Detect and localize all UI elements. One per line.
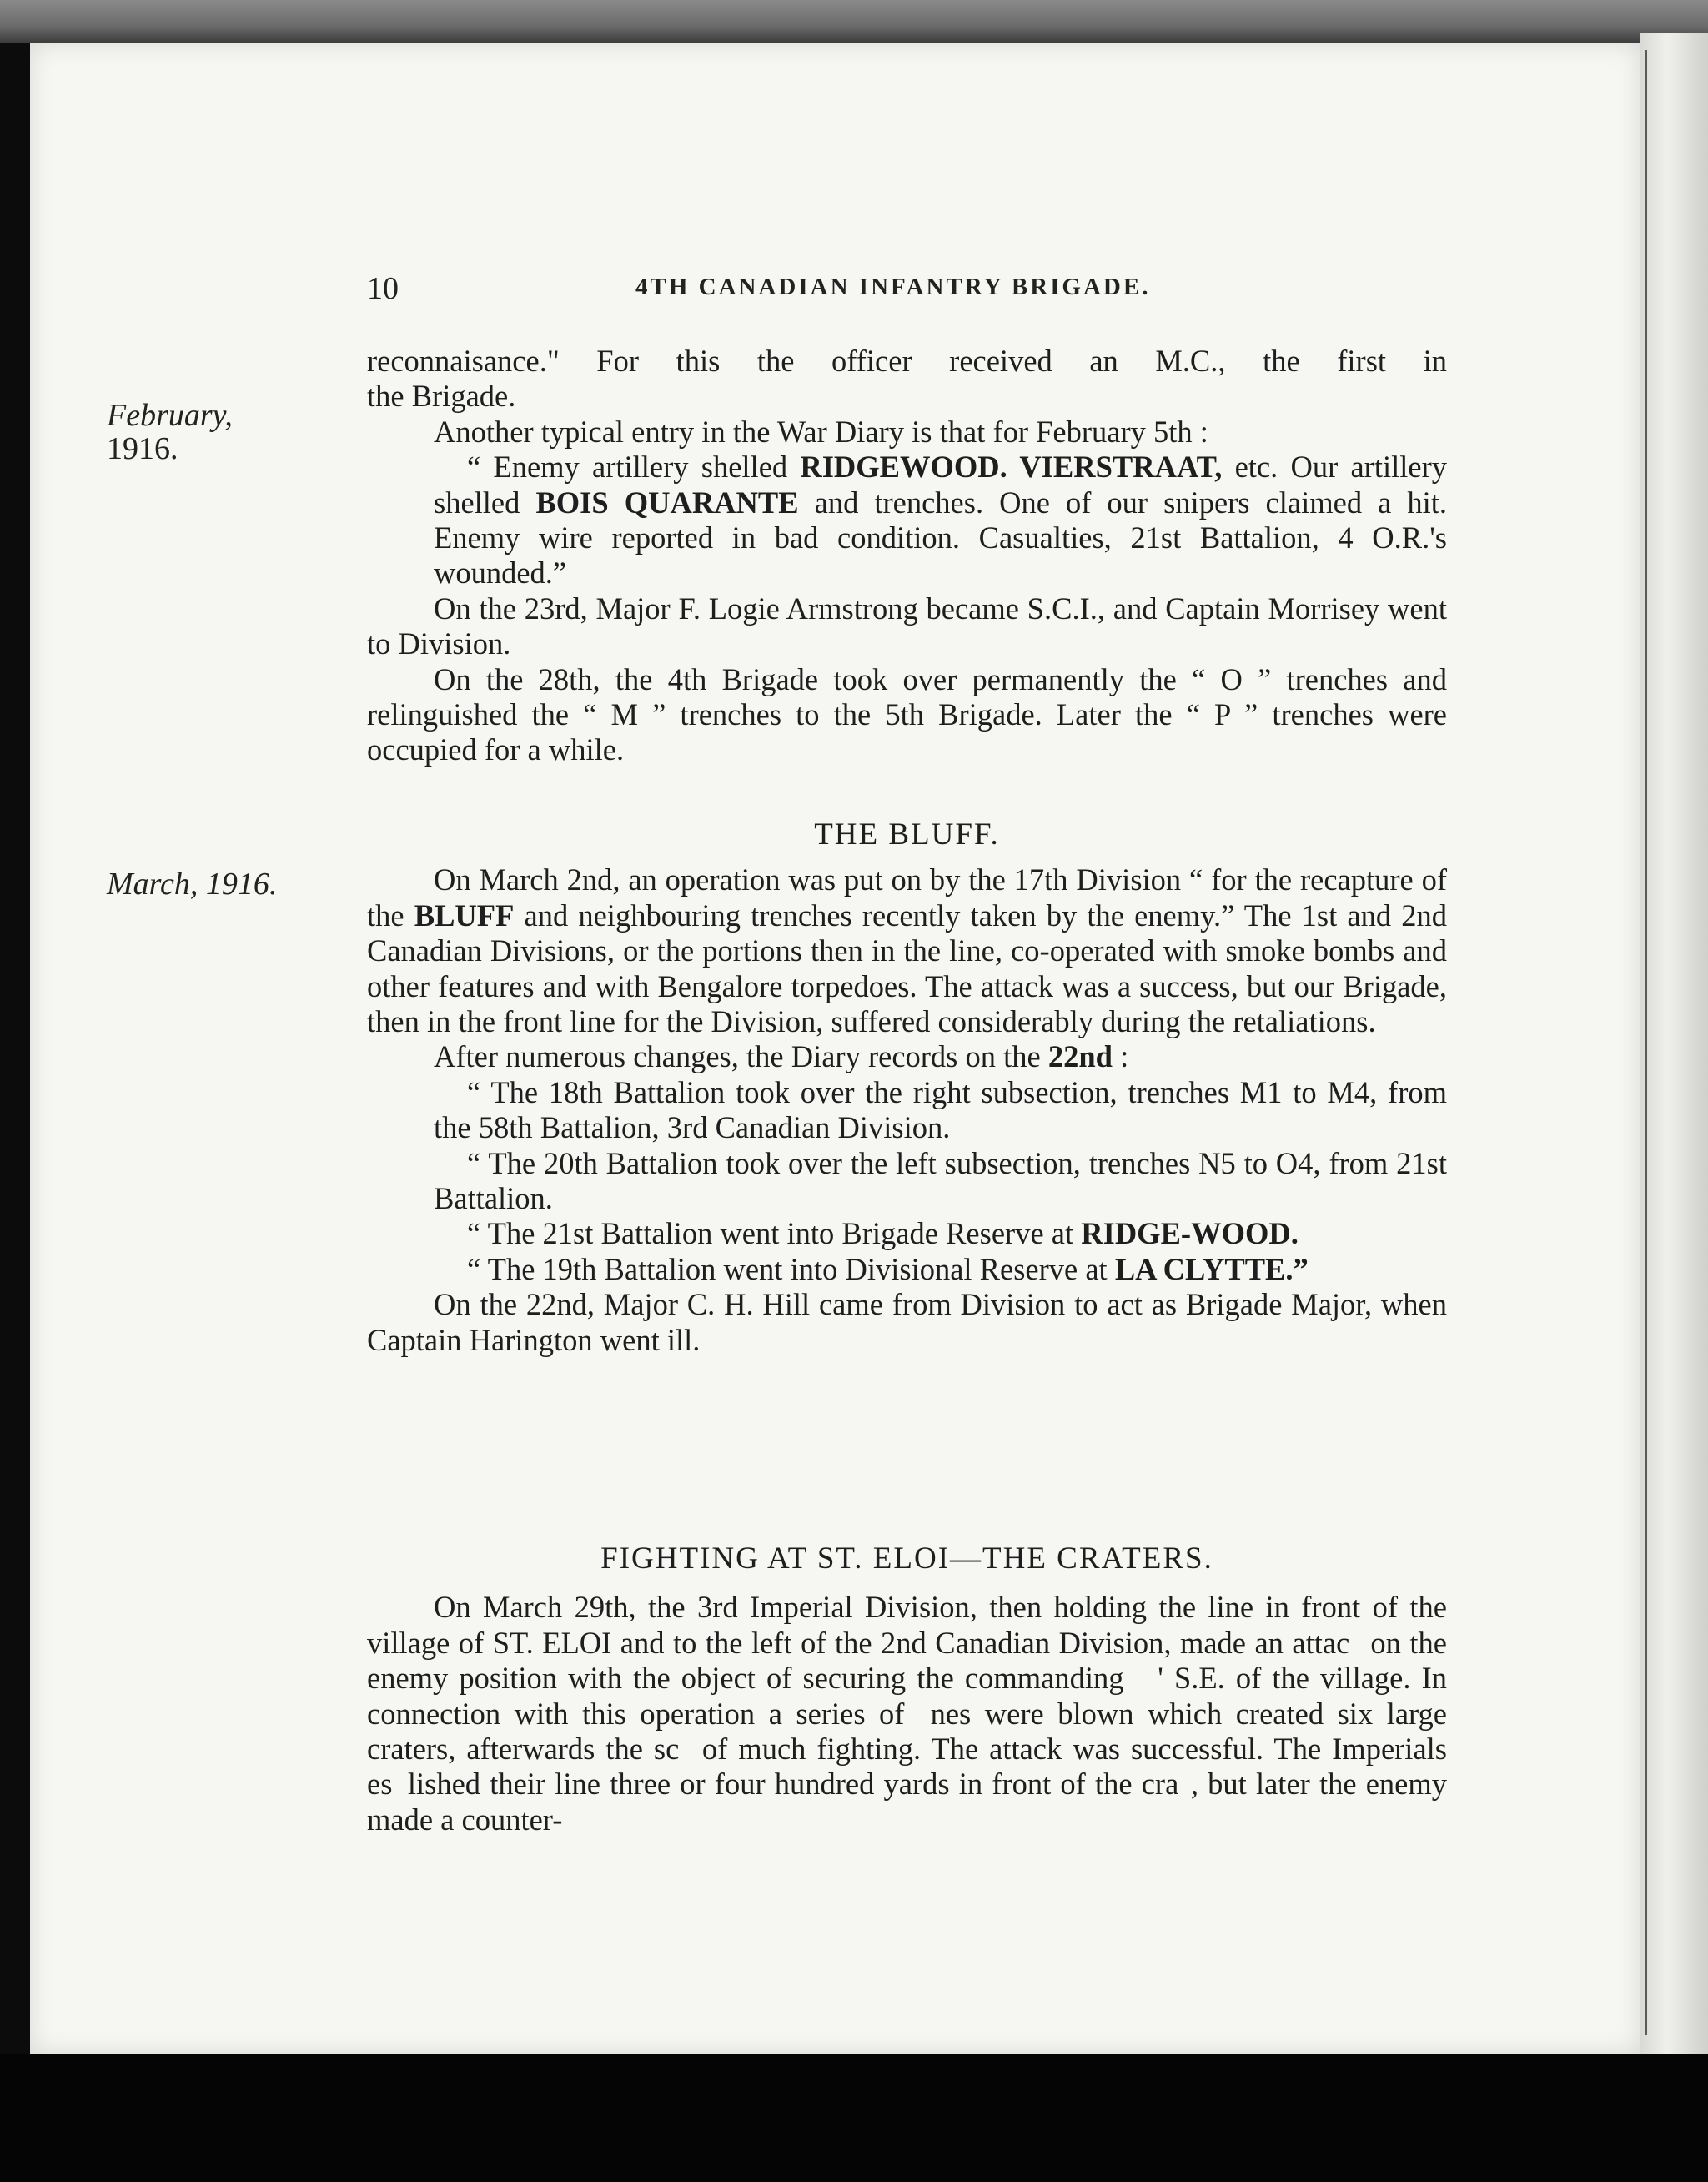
margin-note-february — [107, 399, 233, 465]
book-binding-strip — [0, 0, 1708, 43]
place-name: RIDGEWOOD. VIERSTRAAT, — [800, 450, 1223, 485]
text-run: and trenches. One of our snipers claimed a hit. Enemy wire reported in bad condition. Casualties, 21st Battalion, 4 O.R.'s wounded.” — [434, 485, 1447, 591]
body-section-3 — [367, 1541, 1447, 1838]
paragraph — [367, 415, 1447, 450]
paragraph — [367, 662, 1447, 768]
text-run: and neighbouring trenches recently taken by the enemy.” The 1st and 2nd Canadian Divisions, or the portions then in the line, co-operated with smoke bombs and other features and with Bengalore torpedoes. The attack was a success, but our Brigade, then in the front line for the Division, suffered considerably during the retaliations. — [367, 897, 1447, 1039]
scan-bottom-border — [0, 2054, 1708, 2182]
diary-quote — [367, 1146, 1447, 1217]
paragraph — [367, 1590, 1447, 1838]
margin-note-march — [107, 867, 277, 901]
text-run: On the 23rd, Major F. Logie Armstrong became S.C.I., and Captain Morrisey went to Division. — [367, 591, 1447, 661]
section-heading: FIGHTING AT ST. ELOI—THE CRATERS. — [600, 1541, 1213, 1576]
paragraph — [367, 591, 1447, 662]
diary-quote — [367, 1216, 1447, 1251]
place-name: RIDGE-WOOD. — [1081, 1216, 1299, 1251]
running-head-title: 4TH CANADIAN INFANTRY BRIGADE. — [635, 274, 1151, 300]
section-heading: THE BLUFF. — [814, 817, 1000, 852]
text-run: On March 29th, the 3rd Imperial Division, then holding the line in front of the village of ST. ELOI and to the left of the 2nd Canadian Division, made an attac on the enemy position with the object of securing the commanding ' S.E. of the village. In connection with this operation a series of nes were blown which created six large craters, afterwards the sc of much fighting. The attack was successful. The Imperials es lished their line three or four hundred yards in front of the cra , but later the enemy made a counter- — [367, 1590, 1447, 1837]
paragraph — [367, 1039, 1447, 1074]
page-edge-line — [1645, 50, 1647, 2035]
diary-quote — [367, 450, 1447, 591]
text-run: : — [1112, 1039, 1129, 1074]
margin-note-year: 1916. — [107, 431, 178, 466]
text-run: On the 28th, the 4th Brigade took over permanently the “ O ” trenches and relinguished the “ M ” trenches to the 5th Brigade. Later the “ P ” trenches were occupied for a while. — [367, 661, 1447, 767]
body-section-1 — [367, 344, 1447, 768]
page-edge — [1640, 33, 1708, 2060]
body-section-2 — [367, 817, 1447, 1358]
date: 22nd — [1047, 1039, 1113, 1074]
place-name: BOIS QUARANTE — [535, 485, 799, 520]
margin-note-label: February, — [107, 398, 233, 433]
text-line: Another typical entry in the War Diary is that for February 5th : — [434, 414, 1208, 449]
text-run: On the 22nd, Major C. H. Hill came from Division to act as Brigade Major, when Captain Harington went ill. — [367, 1287, 1447, 1357]
running-head — [367, 270, 1451, 312]
text-line: reconnaisance." For this the officer received an M.C., the first in — [367, 344, 1447, 378]
text-run: After numerous changes, the Diary records on the — [434, 1039, 1048, 1074]
paragraph — [367, 862, 1447, 1039]
text-run: etc. Our artillery shelled — [434, 450, 1447, 520]
text-run: “ The 18th Battalion took over the right subsection, trenches M1 to M4, from the 58th Battalion, 3rd Canadian Division. — [434, 1074, 1447, 1145]
text-run: “ The 21st Battalion went into Brigade Reserve at — [467, 1216, 1082, 1251]
page-number: 10 — [367, 271, 399, 306]
text-run: “ The 19th Battalion went into Divisional Reserve at — [467, 1251, 1115, 1286]
place-name: LA CLYTTE.” — [1114, 1251, 1309, 1286]
text-run: On March 2nd, an operation was put on by the 17th Division “ for the recapture of the — [367, 862, 1447, 933]
text-run: “ The 20th Battalion took over the left subsection, trenches N5 to O4, from 21st Battalion. — [434, 1145, 1447, 1216]
margin-note-label: March, 1916. — [107, 867, 278, 902]
paragraph — [367, 379, 1447, 414]
diary-quote — [367, 1075, 1447, 1146]
text-line: the Brigade. — [367, 379, 516, 414]
text-run: “ Enemy artillery shelled — [467, 450, 801, 485]
paragraph — [367, 344, 1447, 379]
diary-quote — [367, 1252, 1447, 1287]
paragraph — [367, 1287, 1447, 1358]
place-name: BLUFF — [414, 897, 515, 933]
